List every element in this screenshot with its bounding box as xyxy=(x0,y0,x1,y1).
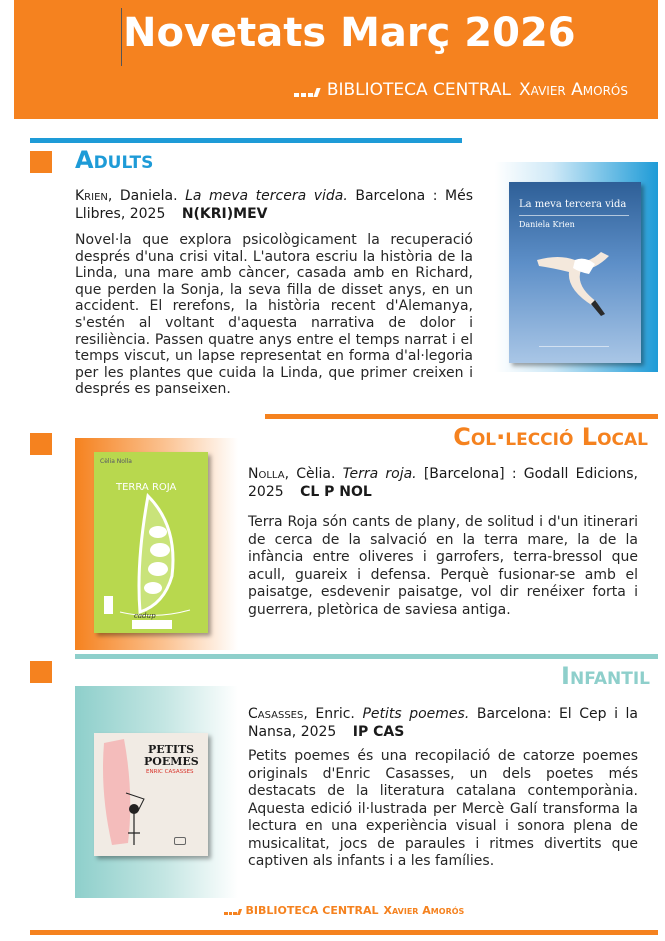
page-title: Novetats Març 2026 xyxy=(123,10,576,56)
header-banner xyxy=(14,0,658,119)
footer-org-name: Xavier Amorós xyxy=(383,904,465,917)
book-cover-local xyxy=(94,452,208,633)
section-marker-adults xyxy=(30,151,52,173)
section-rule-local xyxy=(265,414,658,419)
section-marker-local xyxy=(30,433,52,455)
section-title-infantil: Infantil xyxy=(561,662,650,690)
cover-author-text: ENRIC CASASSES xyxy=(146,769,194,775)
author-surname: Krien xyxy=(75,188,108,204)
author-given: , Daniela. xyxy=(107,188,178,204)
section-title-adults: Adults xyxy=(75,146,154,174)
section-title-local: Col·lecció Local xyxy=(453,423,648,451)
book-publisher: [Barcelona] : Godall Edicions, 2025 xyxy=(248,466,639,500)
library-org-name: Xavier Amorós xyxy=(519,80,628,100)
book-signature: IP CAS xyxy=(352,724,405,740)
author-surname: Casasses xyxy=(248,706,304,722)
section-rule-infantil xyxy=(75,654,658,659)
cover-title-text: La meva tercera vida xyxy=(519,199,627,210)
book-title: Petits poemes. xyxy=(362,706,470,722)
book-cover-adults xyxy=(509,182,641,363)
author-given: , Cèlia. xyxy=(284,466,336,482)
footer-org-label: BIBLIOTECA CENTRAL xyxy=(245,904,379,917)
book-citation-infantil xyxy=(248,705,638,741)
book-signature: CL P NOL xyxy=(300,484,372,500)
book-title: La meva tercera vida. xyxy=(185,188,348,204)
library-org-label: BIBLIOTECA CENTRAL xyxy=(326,80,511,100)
book-cover-infantil xyxy=(94,733,208,856)
diver-illustration-icon xyxy=(509,182,641,363)
cover-footer-line xyxy=(539,346,609,347)
cover-title-line-2: POEMES xyxy=(144,755,199,768)
cover-publisher-logo xyxy=(174,837,186,845)
book-publisher: Barcelona : Més Llibres, 2025 xyxy=(75,188,473,222)
footer-library-name xyxy=(224,904,464,917)
cover-publisher-mark: cadup xyxy=(134,612,156,620)
book-description-adults: Novel·la que explora psicològicament la recuperació després d'una crisi vital. L'autora escriu la història de la Linda, una mare amb càncer, casada amb en Richard, que perden la Sonja, la seva filla de disset anys, en un accident. El rerefons, la història recent d'Alemanya, s'estén al voltant d'aquesta narrativa de dolor i resiliència. Passen quatre anys entre el temps narrat i el temps viscut, un lapse representat en forma d'al·legoria per les plantes que cuida la Linda, que primer creixen i després es panseixen. xyxy=(75,232,473,398)
section-marker-infantil xyxy=(30,661,52,683)
cover-author-text: Daniela Krien xyxy=(519,220,575,229)
library-label-sticker xyxy=(132,620,172,629)
book-publisher: Barcelona: El Cep i la Nansa, 2025 xyxy=(248,706,638,740)
barcode-sticker xyxy=(104,596,113,614)
author-surname: Nolla xyxy=(248,466,285,482)
cover-title-text: TERRA ROJA xyxy=(116,482,177,493)
book-description-infantil: Petits poemes és una recopilació de catorze poemes originals d'Enric Casasses, un dels poetes més destacats de la literatura catalana contemporània. Aquesta edició il·lustrada per Mercè Galí transforma la lectura en una experiència visual i sonora plena de musicalitat, jocs de paraules i ritmes divertits que captiven als infants i a les famílies. xyxy=(248,748,638,869)
book-citation-local xyxy=(248,465,638,501)
cover-title-line-1: PETITS xyxy=(148,743,195,756)
book-title: Terra roja. xyxy=(342,466,417,482)
book-citation-adults xyxy=(75,187,473,223)
footer-rule xyxy=(30,930,658,935)
footer-logo-icon xyxy=(224,906,241,915)
cover-author-text: Cèlia Nolla xyxy=(100,458,132,465)
library-logo-icon xyxy=(294,83,319,97)
library-name xyxy=(294,80,628,100)
text-cursor xyxy=(121,8,122,66)
book-description-local: Terra Roja són cants de plany, de solitud i d'un itinerari de cerca de la salvació en la terra mare, la de la infància entre oliveres i garrofers, terra-bressol que acull, guareix i defensa. Perquè fusionar-se amb el paisatge, esdevenir paisatge, vol dir renéixer forta i guerrera, pletòrica de saviesa antiga. xyxy=(248,514,638,618)
book-signature: N(KRI)MEV xyxy=(181,206,268,222)
section-rule-adults xyxy=(30,138,462,143)
author-given: , Enric. xyxy=(303,706,355,722)
